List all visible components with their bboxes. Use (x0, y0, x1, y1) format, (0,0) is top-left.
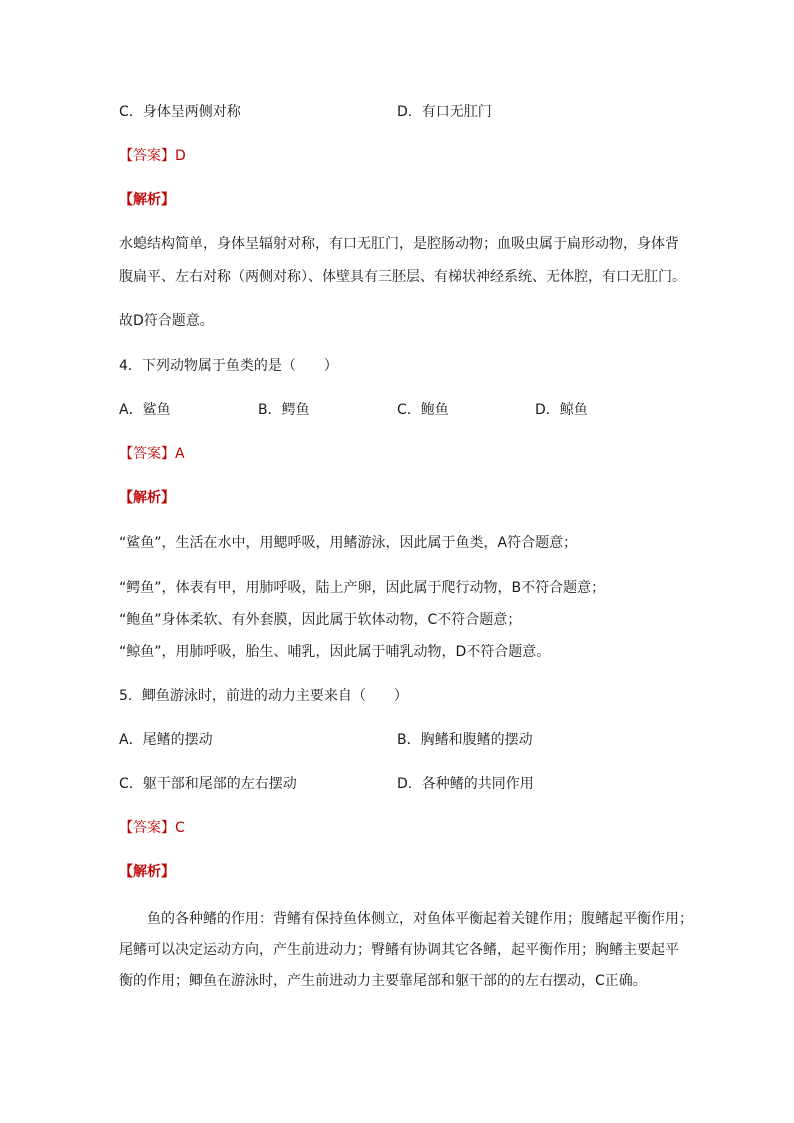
q4-analysis-line3: “鲍鱼”身体柔软、有外套膜，因此属于软体动物，C不符合题意； (119, 612, 522, 628)
answer-value: C (175, 820, 185, 836)
analysis-label: 【解析】 (119, 490, 175, 506)
q5-answer (119, 818, 185, 838)
q4-option-c: C．鲍鱼 (397, 402, 449, 418)
answer-label: 【答案】 (119, 820, 175, 836)
analysis-label: 【解析】 (119, 864, 175, 880)
q3-option-d: D．有口无肛门 (397, 104, 492, 120)
q5-option-b: B．胸鳍和腹鳍的摆动 (397, 732, 533, 748)
answer-label: 【答案】 (119, 148, 175, 164)
answer-value: D (175, 148, 186, 164)
q4-analysis-label (119, 488, 175, 508)
q5-analysis-label (119, 862, 175, 882)
q5-stem: 5．鲫鱼游泳时，前进的动力主要来自（ ） (119, 688, 408, 704)
q3-conclusion: 故D符合题意。 (119, 313, 214, 329)
analysis-label: 【解析】 (119, 192, 175, 208)
q3-answer (119, 146, 186, 166)
q3-analysis-label (119, 190, 175, 210)
q4-analysis-line1: “鲨鱼”，生活在水中，用鳃呼吸，用鳍游泳，因此属于鱼类，A符合题意； (119, 535, 578, 551)
q3-option-c: C．身体呈两侧对称 (119, 104, 241, 120)
q5-analysis-line1: 鱼的各种鳍的作用：背鳍有保持鱼体侧立，对鱼体平衡起着关键作用；腹鳍起平衡作用； (147, 911, 693, 927)
q5-option-d: D．各种鳍的共同作用 (397, 776, 534, 792)
q4-option-a: A．鲨鱼 (119, 402, 171, 418)
q4-analysis-line4: “鲸鱼”，用肺呼吸，胎生、哺乳，因此属于哺乳动物，D不符合题意。 (119, 644, 551, 660)
q5-analysis-line3: 衡的作用；鲫鱼在游泳时，产生前进动力主要靠尾部和躯干部的的左右摆动，C正确。 (119, 973, 647, 989)
q3-analysis-line2: 腹扁平、左右对称（两侧对称）、体壁具有三胚层、有梯状神经系统、无体腔，有口无肛门。 (119, 269, 686, 285)
q4-answer (119, 444, 185, 464)
q5-analysis-line2: 尾鳍可以决定运动方向，产生前进动力；臀鳍有协调其它各鳍，起平衡作用；胸鳍主要起平 (119, 942, 679, 958)
q4-stem: 4．下列动物属于鱼类的是（ ） (119, 358, 338, 374)
q4-option-d: D．鲸鱼 (535, 402, 588, 418)
answer-value: A (175, 446, 185, 462)
q5-option-a: A．尾鳍的摆动 (119, 732, 213, 748)
q4-option-b: B．鳄鱼 (258, 402, 310, 418)
q5-option-c: C．躯干部和尾部的左右摆动 (119, 776, 297, 792)
q4-analysis-line2: “鳄鱼”，体表有甲，用肺呼吸，陆上产卵，因此属于爬行动物，B不符合题意； (119, 580, 606, 596)
q3-analysis-line1: 水螅结构简单，身体呈辐射对称，有口无肛门，是腔肠动物；血吸虫属于扁形动物，身体背 (119, 236, 679, 252)
answer-label: 【答案】 (119, 446, 175, 462)
